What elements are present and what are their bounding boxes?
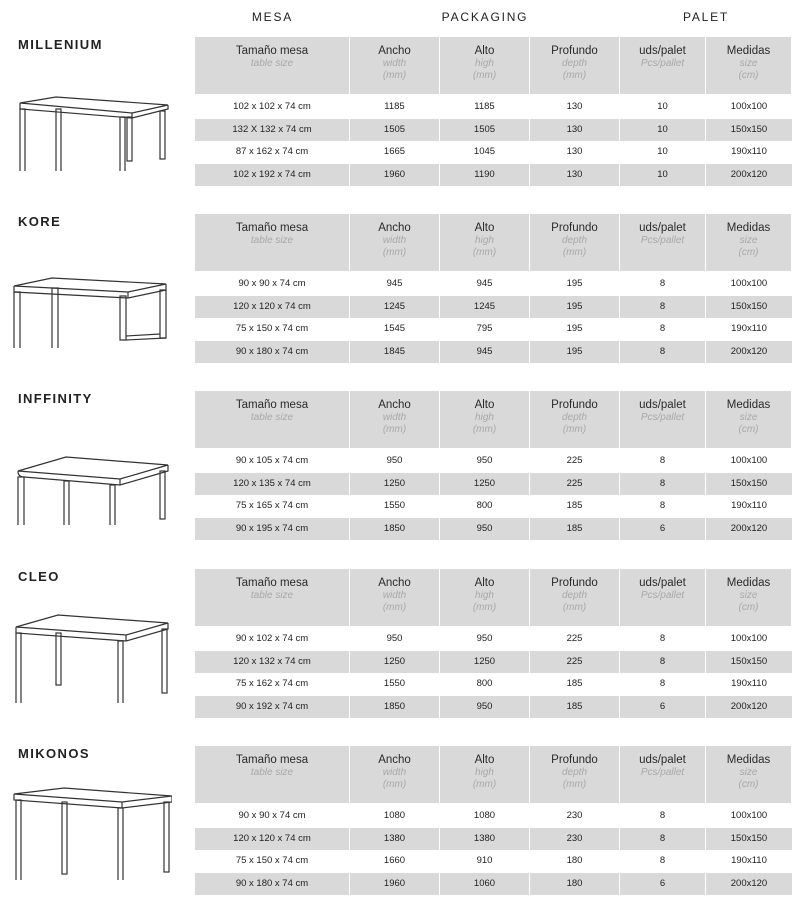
- col-header-en: high: [475, 589, 494, 601]
- col-header-unit: (mm): [562, 602, 587, 613]
- col-header-es: uds/palet: [639, 577, 686, 589]
- table-cell-width: 1245: [350, 296, 440, 319]
- col-header-unit: (cm): [738, 247, 759, 258]
- table-cell-depth: 195: [530, 341, 620, 364]
- table-cell-width: 1665: [350, 141, 440, 164]
- table-cell-measures: 190x110: [706, 673, 792, 696]
- table-cell-measures: 200x120: [706, 696, 792, 719]
- table-cell-depth: 195: [530, 273, 620, 296]
- table-cell-measures: 100x100: [706, 805, 792, 828]
- table-cell-height: 795: [440, 318, 530, 341]
- col-header-unit: (mm): [472, 424, 497, 435]
- table-cell-size: 132 X 132 x 74 cm: [195, 119, 350, 142]
- table-cell-pcs-pallet: 8: [620, 495, 706, 518]
- table-cell-pcs-pallet: 8: [620, 828, 706, 851]
- table-cell-width: 1845: [350, 341, 440, 364]
- table-cell-pcs-pallet: 8: [620, 850, 706, 873]
- table-cell-depth: 130: [530, 119, 620, 142]
- col-header-unit: (cm): [738, 779, 759, 790]
- table-cell-measures: 150x150: [706, 119, 792, 142]
- col-header-es: Profundo: [551, 754, 598, 766]
- col-header-es: uds/palet: [639, 222, 686, 234]
- table-cell-pcs-pallet: 8: [620, 673, 706, 696]
- table-cell-depth: 185: [530, 495, 620, 518]
- section-inffinity: [0, 391, 807, 561]
- table-cell-pcs-pallet: 8: [620, 450, 706, 473]
- col-header-unit: (mm): [472, 602, 497, 613]
- millenium-table-illustration: [12, 61, 172, 171]
- top-header: [195, 10, 792, 28]
- table-cell-depth: 195: [530, 318, 620, 341]
- table-cell-measures: 190x110: [706, 495, 792, 518]
- col-header-en: table size: [250, 57, 294, 69]
- col-header-es: Tamaño mesa: [235, 399, 309, 411]
- col-header-unit: (cm): [738, 424, 759, 435]
- col-header-en: depth: [561, 57, 588, 69]
- table-cell-size: 120 x 132 x 74 cm: [195, 651, 350, 674]
- col-header-depth: [530, 37, 620, 94]
- table-cell-size: 120 x 120 x 74 cm: [195, 296, 350, 319]
- col-header-en: depth: [561, 766, 588, 778]
- col-header-en: table size: [250, 589, 294, 601]
- col-header-es: Profundo: [551, 222, 598, 234]
- col-header-width: [350, 569, 440, 626]
- table-cell-size: 90 x 105 x 74 cm: [195, 450, 350, 473]
- col-header-es: Medidas: [726, 45, 771, 57]
- product-name: INFFINITY: [18, 391, 93, 406]
- table-cell-height: 910: [440, 850, 530, 873]
- col-header-es: Ancho: [378, 45, 411, 57]
- table-cell-width: 1250: [350, 651, 440, 674]
- col-header-en: table size: [250, 411, 294, 423]
- table-cell-size: 90 x 90 x 74 cm: [195, 273, 350, 296]
- table-cell-pcs-pallet: 8: [620, 805, 706, 828]
- table-cell-depth: 225: [530, 450, 620, 473]
- col-header-en: width: [382, 57, 407, 69]
- table-cell-pcs-pallet: 8: [620, 341, 706, 364]
- section-cleo: [0, 569, 807, 739]
- col-header-width: [350, 37, 440, 94]
- col-header-es: Medidas: [726, 222, 771, 234]
- table-cell-size: 75 x 150 x 74 cm: [195, 850, 350, 873]
- table-cell-size: 120 x 135 x 74 cm: [195, 473, 350, 496]
- col-header-width: [350, 391, 440, 448]
- col-header-es: Alto: [474, 222, 495, 234]
- table-cell-height: 1190: [440, 164, 530, 187]
- mikonos-table-illustration: [12, 770, 172, 880]
- col-header-es: Medidas: [726, 577, 771, 589]
- col-header-es: uds/palet: [639, 399, 686, 411]
- col-header-en: width: [382, 589, 407, 601]
- table-cell-size: 87 x 162 x 74 cm: [195, 141, 350, 164]
- table-cell-size: 90 x 192 x 74 cm: [195, 696, 350, 719]
- table-cell-height: 1080: [440, 805, 530, 828]
- table-cell-depth: 185: [530, 696, 620, 719]
- table-cell-measures: 200x120: [706, 518, 792, 541]
- table-cell-measures: 100x100: [706, 628, 792, 651]
- table-cell-height: 1250: [440, 473, 530, 496]
- table-cell-measures: 190x110: [706, 141, 792, 164]
- col-header-en: Pcs/pallet: [640, 766, 685, 778]
- table-cell-measures: 150x150: [706, 651, 792, 674]
- col-header-pcs-pallet: [620, 569, 706, 626]
- table-cell-width: 1080: [350, 805, 440, 828]
- col-header-en: size: [739, 57, 758, 69]
- table-cell-pcs-pallet: 6: [620, 518, 706, 541]
- col-header-en: high: [475, 57, 494, 69]
- col-header-en: size: [739, 589, 758, 601]
- table-cell-height: 950: [440, 450, 530, 473]
- table-cell-pcs-pallet: 10: [620, 164, 706, 187]
- col-header-es: Ancho: [378, 577, 411, 589]
- col-header-es: Medidas: [726, 754, 771, 766]
- col-header-measures: [706, 569, 792, 626]
- col-header-depth: [530, 214, 620, 271]
- spec-table: [195, 569, 792, 718]
- col-header-measures: [706, 37, 792, 94]
- table-cell-width: 1550: [350, 673, 440, 696]
- table-cell-depth: 130: [530, 164, 620, 187]
- table-cell-measures: 190x110: [706, 318, 792, 341]
- spec-table: [195, 37, 792, 186]
- col-header-size: [195, 569, 350, 626]
- table-cell-height: 1505: [440, 119, 530, 142]
- col-header-unit: (mm): [472, 70, 497, 81]
- table-cell-size: 90 x 195 x 74 cm: [195, 518, 350, 541]
- col-header-es: Tamaño mesa: [235, 577, 309, 589]
- table-cell-measures: 200x120: [706, 341, 792, 364]
- table-cell-depth: 180: [530, 873, 620, 896]
- table-cell-width: 1380: [350, 828, 440, 851]
- col-header-height: [440, 746, 530, 803]
- col-header-es: Ancho: [378, 222, 411, 234]
- col-header-height: [440, 37, 530, 94]
- table-cell-height: 1060: [440, 873, 530, 896]
- table-cell-pcs-pallet: 8: [620, 273, 706, 296]
- col-header-unit: (mm): [562, 247, 587, 258]
- product-name: KORE: [18, 214, 62, 229]
- table-cell-height: 950: [440, 628, 530, 651]
- col-header-size: [195, 391, 350, 448]
- col-header-size: [195, 214, 350, 271]
- col-header-size: [195, 37, 350, 94]
- col-header-es: uds/palet: [639, 754, 686, 766]
- col-header-unit: (mm): [562, 424, 587, 435]
- table-cell-depth: 230: [530, 828, 620, 851]
- col-header-es: Alto: [474, 754, 495, 766]
- col-header-en: width: [382, 411, 407, 423]
- col-header-size: [195, 746, 350, 803]
- table-cell-width: 1660: [350, 850, 440, 873]
- table-cell-width: 1250: [350, 473, 440, 496]
- col-header-es: Alto: [474, 399, 495, 411]
- col-header-en: size: [739, 411, 758, 423]
- inffinity-table-illustration: [12, 415, 172, 525]
- col-header-es: Tamaño mesa: [235, 45, 309, 57]
- table-cell-pcs-pallet: 10: [620, 141, 706, 164]
- table-cell-pcs-pallet: 6: [620, 873, 706, 896]
- table-cell-pcs-pallet: 8: [620, 296, 706, 319]
- table-cell-size: 75 x 150 x 74 cm: [195, 318, 350, 341]
- col-header-depth: [530, 569, 620, 626]
- col-header-depth: [530, 746, 620, 803]
- table-cell-height: 945: [440, 273, 530, 296]
- table-cell-measures: 200x120: [706, 873, 792, 896]
- table-cell-width: 1960: [350, 873, 440, 896]
- product-name: MIKONOS: [18, 746, 90, 761]
- col-header-en: width: [382, 234, 407, 246]
- table-cell-depth: 180: [530, 850, 620, 873]
- table-cell-width: 950: [350, 628, 440, 651]
- col-header-pcs-pallet: [620, 746, 706, 803]
- table-cell-depth: 225: [530, 628, 620, 651]
- section-millenium: [0, 37, 807, 207]
- table-cell-width: 1960: [350, 164, 440, 187]
- product-name: CLEO: [18, 569, 60, 584]
- table-cell-measures: 100x100: [706, 96, 792, 119]
- col-header-unit: (mm): [472, 247, 497, 258]
- table-cell-width: 1850: [350, 696, 440, 719]
- table-cell-measures: 150x150: [706, 473, 792, 496]
- col-header-depth: [530, 391, 620, 448]
- col-header-es: Ancho: [378, 754, 411, 766]
- col-header-height: [440, 214, 530, 271]
- col-header-measures: [706, 746, 792, 803]
- col-header-measures: [706, 214, 792, 271]
- col-header-pcs-pallet: [620, 37, 706, 94]
- table-cell-height: 1245: [440, 296, 530, 319]
- col-header-es: Tamaño mesa: [235, 222, 309, 234]
- table-cell-height: 950: [440, 518, 530, 541]
- col-header-height: [440, 391, 530, 448]
- table-cell-depth: 195: [530, 296, 620, 319]
- spec-table: [195, 746, 792, 895]
- col-header-en: Pcs/pallet: [640, 411, 685, 423]
- table-cell-measures: 150x150: [706, 296, 792, 319]
- table-cell-height: 1380: [440, 828, 530, 851]
- table-cell-depth: 130: [530, 96, 620, 119]
- col-header-unit: (cm): [738, 70, 759, 81]
- table-cell-width: 1185: [350, 96, 440, 119]
- table-cell-height: 1250: [440, 651, 530, 674]
- table-cell-measures: 150x150: [706, 828, 792, 851]
- table-cell-height: 950: [440, 696, 530, 719]
- col-header-unit: (mm): [382, 247, 407, 258]
- kore-table-illustration: [12, 238, 172, 348]
- col-header-en: width: [382, 766, 407, 778]
- table-cell-measures: 190x110: [706, 850, 792, 873]
- product-name: MILLENIUM: [18, 37, 103, 52]
- col-header-en: depth: [561, 589, 588, 601]
- table-cell-depth: 225: [530, 651, 620, 674]
- col-header-es: Medidas: [726, 399, 771, 411]
- col-header-measures: [706, 391, 792, 448]
- col-header-en: size: [739, 234, 758, 246]
- table-cell-width: 1850: [350, 518, 440, 541]
- table-cell-size: 90 x 180 x 74 cm: [195, 873, 350, 896]
- table-cell-size: 120 x 120 x 74 cm: [195, 828, 350, 851]
- col-header-unit: (mm): [382, 779, 407, 790]
- col-header-en: high: [475, 411, 494, 423]
- col-header-en: table size: [250, 766, 294, 778]
- table-cell-height: 800: [440, 495, 530, 518]
- table-cell-size: 102 x 102 x 74 cm: [195, 96, 350, 119]
- table-cell-size: 102 x 192 x 74 cm: [195, 164, 350, 187]
- col-header-width: [350, 746, 440, 803]
- col-header-en: high: [475, 766, 494, 778]
- table-cell-size: 75 x 165 x 74 cm: [195, 495, 350, 518]
- spec-table: [195, 214, 792, 363]
- col-header-width: [350, 214, 440, 271]
- col-header-unit: (mm): [472, 779, 497, 790]
- table-cell-pcs-pallet: 8: [620, 473, 706, 496]
- table-cell-width: 950: [350, 450, 440, 473]
- header-palet: PALET: [682, 10, 730, 24]
- table-cell-height: 1045: [440, 141, 530, 164]
- col-header-es: Alto: [474, 577, 495, 589]
- col-header-en: size: [739, 766, 758, 778]
- table-cell-height: 1185: [440, 96, 530, 119]
- table-cell-size: 90 x 180 x 74 cm: [195, 341, 350, 364]
- header-mesa: MESA: [251, 10, 294, 24]
- col-header-en: depth: [561, 234, 588, 246]
- col-header-pcs-pallet: [620, 391, 706, 448]
- col-header-unit: (mm): [562, 779, 587, 790]
- table-cell-pcs-pallet: 8: [620, 628, 706, 651]
- col-header-en: table size: [250, 234, 294, 246]
- table-cell-measures: 200x120: [706, 164, 792, 187]
- col-header-es: Profundo: [551, 45, 598, 57]
- table-cell-depth: 185: [530, 673, 620, 696]
- table-cell-height: 800: [440, 673, 530, 696]
- section-kore: [0, 214, 807, 384]
- table-cell-depth: 130: [530, 141, 620, 164]
- cleo-table-illustration: [12, 593, 172, 703]
- table-cell-pcs-pallet: 6: [620, 696, 706, 719]
- col-header-en: Pcs/pallet: [640, 234, 685, 246]
- col-header-es: uds/palet: [639, 45, 686, 57]
- col-header-es: Ancho: [378, 399, 411, 411]
- col-header-es: Profundo: [551, 577, 598, 589]
- col-header-en: Pcs/pallet: [640, 589, 685, 601]
- table-cell-size: 90 x 90 x 74 cm: [195, 805, 350, 828]
- table-cell-pcs-pallet: 10: [620, 119, 706, 142]
- col-header-pcs-pallet: [620, 214, 706, 271]
- col-header-es: Tamaño mesa: [235, 754, 309, 766]
- col-header-unit: (mm): [562, 70, 587, 81]
- table-cell-width: 1550: [350, 495, 440, 518]
- col-header-en: depth: [561, 411, 588, 423]
- table-cell-pcs-pallet: 10: [620, 96, 706, 119]
- table-cell-width: 945: [350, 273, 440, 296]
- table-cell-depth: 225: [530, 473, 620, 496]
- table-cell-height: 945: [440, 341, 530, 364]
- col-header-unit: (mm): [382, 424, 407, 435]
- section-mikonos: [0, 746, 807, 900]
- table-cell-pcs-pallet: 8: [620, 318, 706, 341]
- table-cell-size: 75 x 162 x 74 cm: [195, 673, 350, 696]
- col-header-height: [440, 569, 530, 626]
- spec-table: [195, 391, 792, 540]
- table-cell-size: 90 x 102 x 74 cm: [195, 628, 350, 651]
- table-cell-measures: 100x100: [706, 273, 792, 296]
- col-header-unit: (mm): [382, 602, 407, 613]
- table-cell-measures: 100x100: [706, 450, 792, 473]
- col-header-en: high: [475, 234, 494, 246]
- col-header-en: Pcs/pallet: [640, 57, 685, 69]
- col-header-es: Profundo: [551, 399, 598, 411]
- col-header-es: Alto: [474, 45, 495, 57]
- table-cell-pcs-pallet: 8: [620, 651, 706, 674]
- col-header-unit: (mm): [382, 70, 407, 81]
- header-packaging: PACKAGING: [441, 10, 529, 24]
- table-cell-depth: 185: [530, 518, 620, 541]
- col-header-unit: (cm): [738, 602, 759, 613]
- table-cell-depth: 230: [530, 805, 620, 828]
- table-cell-width: 1505: [350, 119, 440, 142]
- table-cell-width: 1545: [350, 318, 440, 341]
